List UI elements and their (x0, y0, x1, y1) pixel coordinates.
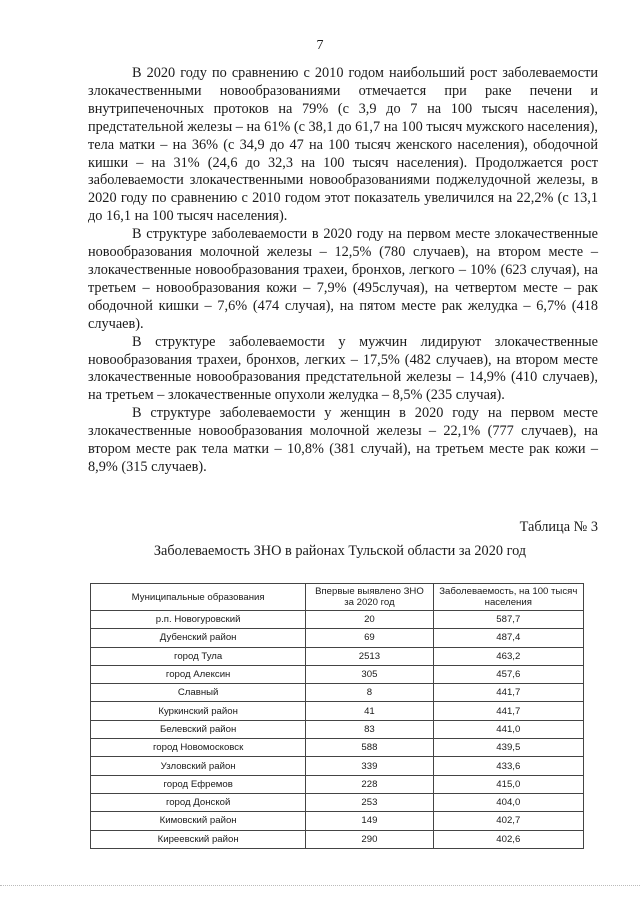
table-row (91, 720, 584, 738)
table-label: Таблица № 3 (519, 519, 598, 535)
header-new-cases: Впервые выявлено ЗНО за 2020 год (306, 584, 433, 611)
table-row (91, 775, 584, 793)
cell-rate: 402,7 (433, 812, 583, 830)
paragraph-structure-2020: В структуре заболеваемости в 2020 году на первом месте злокачественные новообразования молочной железы – 12,5% (780 случаев), на втором месте – злокачественные новообразования трахеи, бронхов, легкого – 10% (623 случая), на третьем – новообразования кожи – 7,9% (495случая), на четвертом месте – рак ободочной кишки – 7,6% (474 случая), на пятом месте рак желудка – 6,7% (418 случаев). (88, 226, 598, 332)
paragraph-structure-women: В структуре заболеваемости у женщин в 2020 году на первом месте злокачественные новообразования молочной железы – 22,1% (777 случаев), на втором месте рак тела матки – 10,8% (381 случай), на третьем месте рак кожи – 8,9% (315 случаев). (88, 405, 598, 475)
cell-municipality: город Ефремов (91, 775, 306, 793)
cell-new-cases: 83 (306, 720, 433, 738)
cell-new-cases: 253 (306, 793, 433, 811)
table-row (91, 739, 584, 757)
table-row (91, 611, 584, 629)
header-rate: Заболеваемость, на 100 тысяч населения (433, 584, 583, 611)
incidence-table (90, 583, 584, 849)
cell-new-cases: 588 (306, 739, 433, 757)
header-municipality: Муниципальные образования (91, 584, 306, 611)
cell-rate: 415,0 (433, 775, 583, 793)
table-row (91, 830, 584, 848)
cell-rate: 487,4 (433, 629, 583, 647)
cell-municipality: город Новомосковск (91, 739, 306, 757)
cell-municipality: город Тула (91, 647, 306, 665)
cell-municipality: Белевский район (91, 720, 306, 738)
table-row (91, 629, 584, 647)
body-text (88, 65, 598, 477)
cell-municipality: город Алексин (91, 665, 306, 683)
cell-new-cases: 8 (306, 684, 433, 702)
cell-rate: 441,7 (433, 702, 583, 720)
table-row (91, 665, 584, 683)
cell-new-cases: 149 (306, 812, 433, 830)
cell-municipality: Киреевский район (91, 830, 306, 848)
table-row (91, 793, 584, 811)
cell-new-cases: 2513 (306, 647, 433, 665)
table-row (91, 647, 584, 665)
table-row (91, 757, 584, 775)
cell-new-cases: 290 (306, 830, 433, 848)
cell-rate: 402,6 (433, 830, 583, 848)
cell-rate: 441,0 (433, 720, 583, 738)
cell-municipality: Славный (91, 684, 306, 702)
cell-rate: 587,7 (433, 611, 583, 629)
cell-rate: 463,2 (433, 647, 583, 665)
cell-rate: 439,5 (433, 739, 583, 757)
paragraph-growth-2010-2020: В 2020 году по сравнению с 2010 годом наибольший рост заболеваемости злокачественными новообразованиями отмечается при раке печени и внутрипеченочных протоков на 79% (с 3,9 до 7 на 100 тысяч населения), предстательной железы – на 61% (с 38,1 до 61,7 на 100 тысяч мужского населения), тела матки – на 36% (с 34,9 до 47 на 100 тысяч женского населения), ободочной кишки – на 31% (24,6 до 32,3 на 100 тысяч населения). Продолжается рост заболеваемости злокачественными новообразованиями поджелудочной железы, в 2020 году по сравнению с 2010 годом этот показатель увеличился на 22,2% (с 13,1 до 16,1 на 100 тысяч населения). (88, 65, 598, 225)
cell-new-cases: 41 (306, 702, 433, 720)
cell-rate: 404,0 (433, 793, 583, 811)
cell-new-cases: 339 (306, 757, 433, 775)
cell-new-cases: 20 (306, 611, 433, 629)
page-bottom-edge (0, 885, 640, 890)
table-row (91, 684, 584, 702)
cell-new-cases: 228 (306, 775, 433, 793)
cell-municipality: Куркинский район (91, 702, 306, 720)
cell-rate: 441,7 (433, 684, 583, 702)
cell-municipality: город Донской (91, 793, 306, 811)
page-number: 7 (316, 38, 324, 53)
paragraph-structure-men: В структуре заболеваемости у мужчин лидируют злокачественные новообразования трахеи, бронхов, легких – 17,5% (482 случаев), на втором месте злокачественные новообразования предстательной железы – 14,9% (410 случаев), на третьем – злокачественные опухоли желудка – 8,5% (235 случая). (88, 333, 598, 404)
table-row (91, 812, 584, 830)
table-header-row (91, 584, 584, 611)
cell-rate: 433,6 (433, 757, 583, 775)
cell-municipality: р.п. Новогуровский (91, 611, 306, 629)
cell-rate: 457,6 (433, 665, 583, 683)
table-row (91, 702, 584, 720)
table-caption: Заболеваемость ЗНО в районах Тульской области за 2020 год (153, 543, 527, 559)
cell-new-cases: 69 (306, 629, 433, 647)
cell-new-cases: 305 (306, 665, 433, 683)
cell-municipality: Дубенский район (91, 629, 306, 647)
cell-municipality: Узловский район (91, 757, 306, 775)
cell-municipality: Кимовский район (91, 812, 306, 830)
